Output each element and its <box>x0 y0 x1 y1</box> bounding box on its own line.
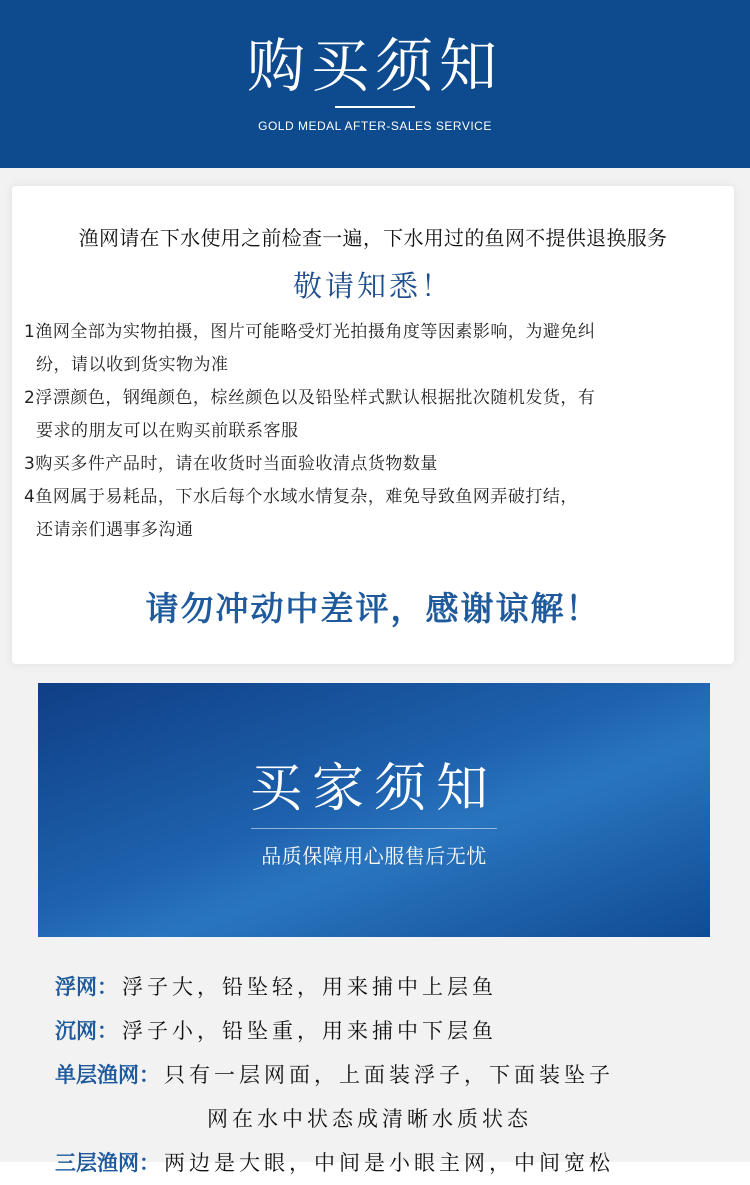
definition-term: 三层渔网 <box>55 1151 139 1175</box>
definition-row <box>55 965 735 1009</box>
notice-item-line: 4鱼网属于易耗品，下水后每个水域水情复杂，难免导致鱼网弄破打结， <box>24 487 578 507</box>
notice-item-line: 1渔网全部为实物拍摄，图片可能略受灯光拍摄角度等因素影响，为避免纠 <box>24 322 596 342</box>
page-title: 购买须知 <box>246 32 503 100</box>
closing-message: 请勿冲动中差评，感谢谅解！ <box>145 589 601 628</box>
notice-item-line: 纷，请以收到货实物为准 <box>36 355 229 375</box>
notice-item <box>24 316 720 382</box>
notice-item <box>24 481 720 547</box>
notice-item <box>24 382 720 448</box>
notice-list <box>24 316 720 547</box>
definition-row <box>55 1009 735 1053</box>
definition-row <box>55 1053 735 1097</box>
buyer-notice-banner <box>38 683 710 937</box>
definition-row <box>55 1141 735 1185</box>
definition-text: 只有一层网面，上面装浮子，下面装坠子 <box>164 1063 614 1087</box>
banner-divider <box>251 828 497 829</box>
definition-colon: ： <box>97 1019 122 1043</box>
net-definitions <box>55 965 735 1185</box>
definition-term: 浮网 <box>55 975 97 999</box>
definition-colon: ： <box>139 1151 164 1175</box>
definition-text: 浮子小，铅坠重，用来捕中下层鱼 <box>122 1019 497 1043</box>
notice-lead: 渔网请在下水使用之前检查一遍，下水用过的鱼网不提供退换服务 <box>78 226 668 250</box>
banner-title: 买家须知 <box>249 759 498 819</box>
notice-heading: 敬请知悉！ <box>292 269 453 303</box>
definition-text: 浮子大，铅坠轻，用来捕中上层鱼 <box>122 975 497 999</box>
header-subtitle: GOLD MEDAL AFTER-SALES SERVICE <box>258 119 492 133</box>
definition-colon: ： <box>97 975 122 999</box>
notice-item-line: 要求的朋友可以在购买前联系客服 <box>36 421 299 441</box>
notice-item-line: 2浮漂颜色，钢绳颜色，棕丝颜色以及铅坠样式默认根据批次随机发货，有 <box>24 388 596 408</box>
definition-colon: ： <box>139 1063 164 1087</box>
title-underline <box>335 106 415 108</box>
notice-item-line: 3购买多件产品时，请在收货时当面验收清点货物数量 <box>24 454 438 474</box>
notice-card <box>12 186 734 664</box>
definition-term: 沉网 <box>55 1019 97 1043</box>
definition-continuation: 网在水中状态成清晰水质状态 <box>207 1107 532 1131</box>
header-banner <box>0 0 750 168</box>
banner-subtitle: 品质保障用心服售后无忧 <box>261 844 487 868</box>
notice-item-line: 还请亲们遇事多沟通 <box>36 520 194 540</box>
notice-item <box>24 448 720 481</box>
definition-term: 单层渔网 <box>55 1063 139 1087</box>
definition-text: 两边是大眼，中间是小眼主网，中间宽松 <box>164 1151 614 1175</box>
